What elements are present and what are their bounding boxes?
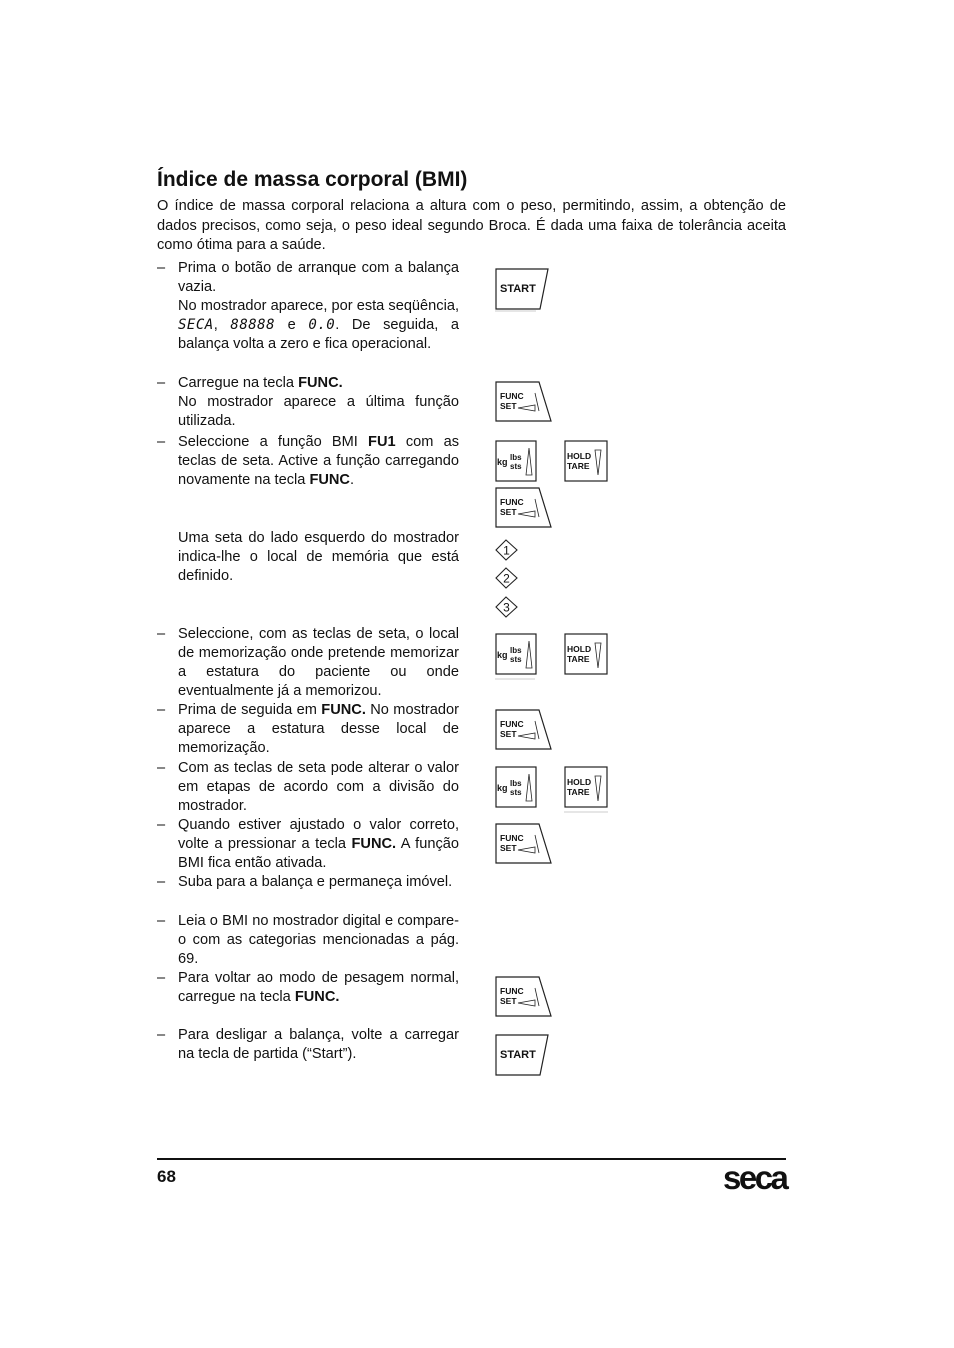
svg-text:SET: SET <box>500 996 517 1006</box>
display-zero: 0.0 <box>308 317 336 333</box>
svg-text:TARE: TARE <box>567 654 590 664</box>
svg-text:3: 3 <box>503 600 510 615</box>
seca-logo: seca <box>723 1159 787 1196</box>
step-dash: – <box>157 434 166 450</box>
step-subtext: No mostrador aparece a última função utilizada. <box>178 394 459 429</box>
page-title: Índice de massa corporal (BMI) <box>157 168 468 191</box>
step-adjust <box>157 759 459 816</box>
svg-text:1: 1 <box>503 543 510 558</box>
step-dash: – <box>157 375 166 391</box>
svg-text:lbs: lbs <box>510 779 522 788</box>
step-return <box>157 969 459 1007</box>
svg-text:FUNC: FUNC <box>500 719 524 729</box>
intro-paragraph: O índice de massa corporal relaciona a altura com o peso, permitindo, assim, a obtenção de dados precisos, como seja, o peso ideal segundo Broca. É dada uma faixa de tolerância aceita como ótima para a saúde. <box>157 198 786 253</box>
svg-text:kg: kg <box>497 650 508 660</box>
step-text: Seleccione, com as teclas de seta, o local de memorização onde pretende memorizar a estatura do paciente ou onde eventualmente já a memorizou. <box>178 626 459 699</box>
func-set-key[interactable] <box>495 709 553 751</box>
func-set-key[interactable] <box>495 381 553 423</box>
svg-text:HOLD: HOLD <box>567 451 592 461</box>
svg-text:FUNC: FUNC <box>500 391 524 401</box>
step-text: Prima o botão de arranque com a balança vazia. <box>178 260 459 295</box>
display-seca: SECA <box>178 317 214 333</box>
func-set-key[interactable] <box>495 976 553 1018</box>
svg-text:sts: sts <box>510 655 522 664</box>
svg-text:START: START <box>500 1049 536 1061</box>
svg-text:FUNC: FUNC <box>500 833 524 843</box>
svg-text:TARE: TARE <box>567 461 590 471</box>
svg-text:FUNC: FUNC <box>500 497 524 507</box>
display-88888: 88888 <box>230 317 276 333</box>
step-text: Carregue na tecla FUNC. <box>178 375 343 391</box>
step-dash: – <box>157 626 166 642</box>
step-confirm <box>157 816 459 873</box>
svg-text:FUNC: FUNC <box>500 986 524 996</box>
step-text: Prima de seguida em FUNC. No mostrador aparece a estatura desse local de memorização. <box>178 702 459 756</box>
step-dash: – <box>157 817 166 833</box>
memory-3-icon <box>495 596 519 623</box>
svg-text:SET: SET <box>500 507 517 517</box>
step-stand <box>157 873 459 892</box>
memory-note: Uma seta do lado esquerdo do mostrador indica-lhe o local de memória que está definido. <box>178 530 459 584</box>
step-dash: – <box>157 260 166 276</box>
svg-text:kg: kg <box>497 457 508 467</box>
step-text: Para desligar a balança, volte a carregar na tecla de partida (“Start”). <box>178 1027 459 1062</box>
svg-text:START: START <box>500 283 536 295</box>
step-dash: – <box>157 1027 166 1043</box>
svg-text:TARE: TARE <box>567 787 590 797</box>
hold-tare-key[interactable] <box>564 766 610 814</box>
svg-text:SET: SET <box>500 843 517 853</box>
step-text: Para voltar ao modo de pesagem normal, carregue na tecla FUNC. <box>178 970 459 1005</box>
svg-text:kg: kg <box>497 783 508 793</box>
step-dash: – <box>157 874 166 890</box>
memory-1-icon <box>495 539 519 566</box>
step-dash: – <box>157 702 166 718</box>
step-start <box>157 259 459 354</box>
func-set-key[interactable] <box>495 487 553 529</box>
start-key[interactable] <box>495 1034 551 1078</box>
svg-text:HOLD: HOLD <box>567 644 592 654</box>
svg-text:lbs: lbs <box>510 646 522 655</box>
svg-text:sts: sts <box>510 788 522 797</box>
step-dash: – <box>157 913 166 929</box>
step-text: Seleccione a função BMI FU1 com as teclas de seta. Active a função carregando novamente na tecla FUNC. <box>178 434 459 488</box>
step-read <box>157 912 459 969</box>
memory-2-icon <box>495 567 519 594</box>
func-set-key[interactable] <box>495 823 553 865</box>
kg-lbs-sts-key[interactable] <box>495 633 539 681</box>
step-text: Quando estiver ajustado o valor correto, volte a pressionar a tecla FUNC. A função BMI fica então ativada. <box>178 817 459 871</box>
hold-tare-key[interactable] <box>564 440 610 484</box>
svg-text:sts: sts <box>510 462 522 471</box>
step-text: Com as teclas de seta pode alterar o valor em etapas de acordo com a divisão do mostrador. <box>178 760 459 814</box>
start-key[interactable] <box>495 268 551 312</box>
hold-tare-key[interactable] <box>564 633 610 677</box>
svg-text:lbs: lbs <box>510 453 522 462</box>
kg-lbs-sts-key[interactable] <box>495 766 539 810</box>
step-press-func <box>157 701 459 758</box>
svg-text:2: 2 <box>503 571 510 586</box>
step-select-memory <box>157 625 459 701</box>
step-select-bmi <box>157 433 459 490</box>
page-number: 68 <box>157 1167 176 1186</box>
step-dash: – <box>157 760 166 776</box>
svg-text:SET: SET <box>500 729 517 739</box>
step-dash: – <box>157 970 166 986</box>
step-subtext: No mostrador aparece, por esta seqüência, SECA, 88888 e 0.0. De seguida, a balança volta a zero e fica operacional. <box>178 298 460 352</box>
kg-lbs-sts-key[interactable] <box>495 440 539 484</box>
svg-text:HOLD: HOLD <box>567 777 592 787</box>
footer-rule <box>157 1158 786 1160</box>
svg-text:SET: SET <box>500 401 517 411</box>
step-text: Leia o BMI no mostrador digital e compare-o com as categorias mencionadas a pág. 69. <box>178 913 459 967</box>
step-off <box>157 1026 459 1064</box>
step-text: Suba para a balança e permaneça imóvel. <box>178 874 453 890</box>
step-func <box>157 374 459 431</box>
